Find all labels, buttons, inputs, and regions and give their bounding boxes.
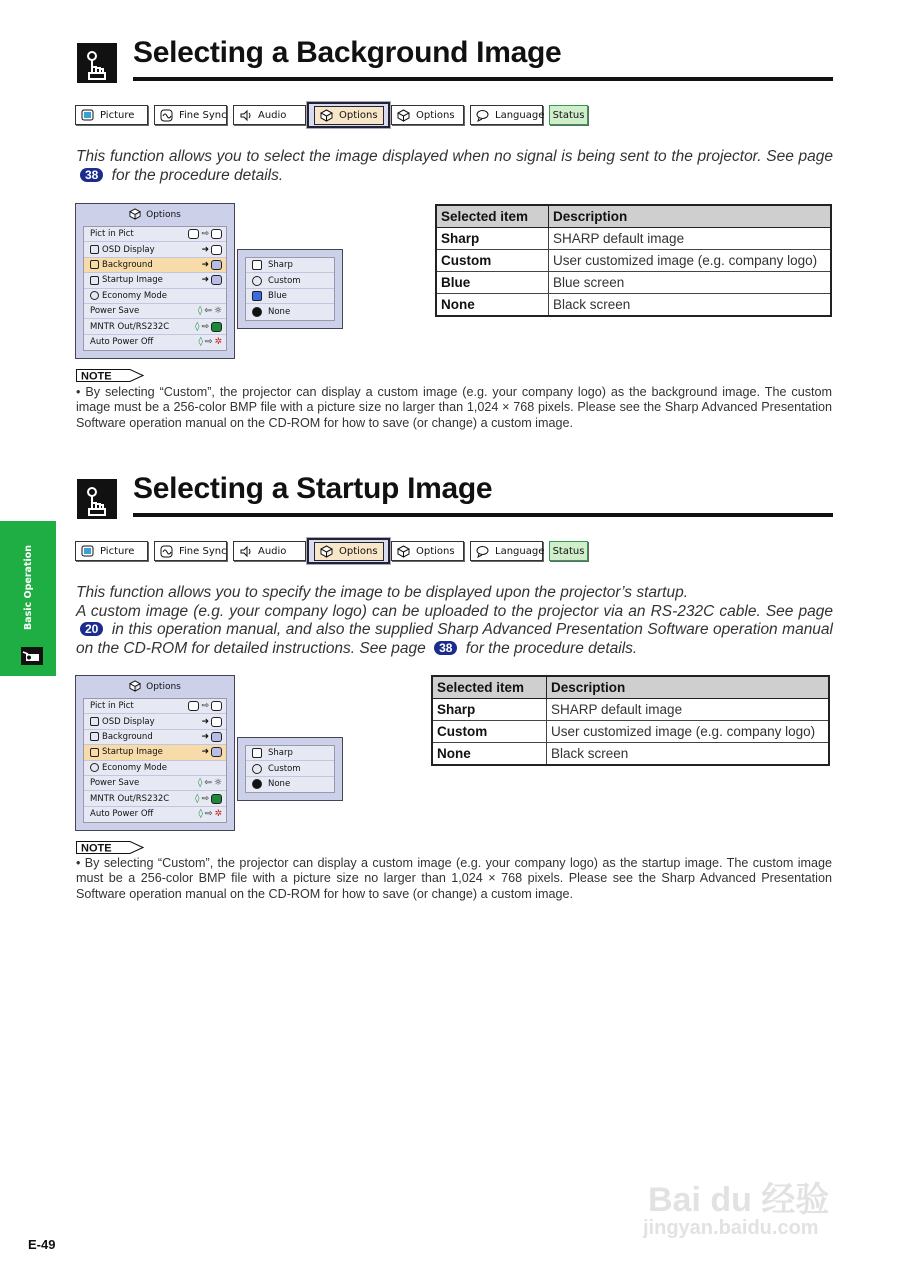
tab-options[interactable]: Options: [391, 105, 464, 125]
title-rule: [133, 77, 833, 81]
options-cube-icon: [320, 109, 333, 122]
submenu-item-custom[interactable]: Custom: [246, 273, 334, 288]
tab-options-active[interactable]: Options: [307, 538, 390, 564]
tab-status[interactable]: Status: [549, 105, 588, 125]
section-intro: This function allows you to select the image displayed when no signal is being sent to the projector. See page 38 for the procedure details.: [76, 148, 833, 184]
tab-fine-sync[interactable]: Fine Sync: [154, 105, 227, 125]
blue-screen-icon: [252, 291, 262, 301]
osd-submenu: [237, 249, 343, 329]
osd-header: Options: [76, 676, 234, 698]
osd-item-economy-mode[interactable]: Economy Mode: [84, 761, 226, 776]
osd-submenu: [237, 737, 343, 801]
osd-item-pict-in-pict[interactable]: Pict in Pict ⇨: [84, 699, 226, 714]
submenu-item-blue[interactable]: Blue: [246, 289, 334, 304]
osd-item-pict-in-pict[interactable]: Pict in Pict ⇨: [84, 227, 226, 242]
page-number: E-49: [28, 1237, 56, 1252]
osd-options-menu: [75, 203, 235, 359]
table-header-row: [436, 205, 831, 228]
speech-bubble-icon: [476, 545, 489, 558]
osd-item-auto-power-off[interactable]: Auto Power Off ◊ ⇨ ✲: [90, 809, 222, 820]
osd-list: [83, 698, 227, 823]
page-reference-badge[interactable]: 38: [434, 641, 457, 655]
osd-options-menu: [75, 675, 235, 831]
sync-icon: [160, 109, 173, 122]
table-header-row: [432, 676, 829, 699]
column-header: Selected item: [436, 205, 549, 228]
submenu-item-sharp[interactable]: Sharp: [246, 746, 334, 761]
options-cube-icon: [320, 545, 333, 558]
custom-icon: [252, 764, 262, 774]
options-table: [431, 675, 830, 766]
osd-item-auto-power-off[interactable]: Auto Power Off ◊ ⇨ ✲: [90, 337, 222, 348]
osd-item-power-save[interactable]: Power Save ◊ ⇦ ☼: [84, 776, 226, 791]
column-header: Selected item: [432, 676, 547, 699]
submenu-item-sharp[interactable]: Sharp: [246, 258, 334, 273]
table-row: Sharp SHARP default image: [432, 699, 829, 721]
osd-item-economy-mode[interactable]: Economy Mode: [84, 289, 226, 304]
table-row: Custom User customized image (e.g. company logo): [432, 721, 829, 743]
osd-item-power-save[interactable]: Power Save ◊ ⇦ ☼: [84, 304, 226, 319]
speech-bubble-icon: [476, 109, 489, 122]
menu-tab-bar: [75, 105, 595, 127]
black-screen-icon: [252, 307, 262, 317]
table-row: Sharp SHARP default image: [436, 228, 831, 250]
table-row: Blue Blue screen: [436, 272, 831, 294]
black-screen-icon: [252, 779, 262, 789]
tab-audio[interactable]: Audio: [233, 105, 306, 125]
submenu-item-custom[interactable]: Custom: [246, 761, 334, 776]
monitor-icon: [81, 109, 94, 122]
osd-item-osd-display[interactable]: OSD Display ➜: [84, 714, 226, 729]
sharp-icon: [252, 748, 262, 758]
osd-item-background[interactable]: Background ➜: [84, 730, 226, 745]
tab-options-active[interactable]: Options: [307, 102, 390, 128]
tab-audio[interactable]: Audio: [233, 541, 306, 561]
note-badge: [76, 369, 144, 382]
page-reference-badge[interactable]: 38: [80, 168, 103, 182]
title-rule: [133, 513, 833, 517]
osd-list: [83, 226, 227, 351]
tab-status[interactable]: Status: [549, 541, 588, 561]
table-row: None Black screen: [436, 294, 831, 317]
note-text: • By selecting “Custom”, the projector can display a custom image (e.g. your company logo) as the startup image. The custom image must be a 256-color BMP file with a picture size no larger than 1,024 × 768 pixels. Please see the Sharp Advanced Presentation Software operation manual on the CD-ROM for how to save (or change) a custom image.: [76, 856, 832, 901]
tab-language[interactable]: Language: [470, 105, 543, 125]
chapter-side-label: Basic Operation: [23, 544, 34, 630]
section-title: Selecting a Background Image: [133, 36, 562, 69]
watermark-url: jingyan.baidu.com: [643, 1217, 819, 1239]
osd-item-startup-image[interactable]: Startup Image ➜: [84, 745, 226, 760]
page-reference-badge[interactable]: 20: [80, 622, 103, 636]
table-row: None Black screen: [432, 743, 829, 766]
osd-item-osd-display[interactable]: OSD Display ➜: [84, 242, 226, 257]
options-cube-icon: [397, 109, 410, 122]
tab-options[interactable]: Options: [391, 541, 464, 561]
speaker-icon: [239, 545, 252, 558]
options-cube-icon: [397, 545, 410, 558]
options-table: [435, 204, 832, 317]
projector-icon: [20, 646, 44, 666]
options-cube-icon: [129, 680, 141, 695]
note-text: • By selecting “Custom”, the projector can display a custom image (e.g. your company logo) as the background image. The custom image must be a 256-color BMP file with a picture size no larger than 1,024 × 768 pixels. Please see the Sharp Advanced Presentation Software operation manual on the CD-ROM for how to save (or change) a custom image.: [76, 385, 832, 430]
submenu-item-none[interactable]: None: [246, 777, 334, 792]
osd-header: Options: [76, 204, 234, 226]
submenu-item-none[interactable]: None: [246, 304, 334, 319]
options-cube-icon: [129, 208, 141, 223]
column-header: Description: [549, 205, 832, 228]
table-row: Custom User customized image (e.g. company logo): [436, 250, 831, 272]
column-header: Description: [547, 676, 830, 699]
osd-item-mntr-out[interactable]: MNTR Out/RS232C ◊ ⇨: [84, 791, 226, 806]
sharp-icon: [252, 260, 262, 270]
tab-picture[interactable]: Picture: [75, 541, 148, 561]
osd-item-startup-image[interactable]: Startup Image ➜: [84, 273, 226, 288]
svg-text:NOTE: NOTE: [81, 370, 112, 382]
tab-picture[interactable]: Picture: [75, 105, 148, 125]
section-title: Selecting a Startup Image: [133, 472, 493, 505]
monitor-icon: [81, 545, 94, 558]
svg-text:NOTE: NOTE: [81, 842, 112, 854]
osd-item-background[interactable]: Background ➜: [84, 258, 226, 273]
note-badge: [76, 841, 144, 854]
osd-item-mntr-out[interactable]: MNTR Out/RS232C ◊ ⇨: [84, 319, 226, 334]
hand-pointer-icon: [77, 43, 117, 83]
tab-language[interactable]: Language: [470, 541, 543, 561]
menu-tab-bar: [75, 541, 595, 563]
watermark-brand: Bai du 经验: [648, 1181, 830, 1219]
tab-fine-sync[interactable]: Fine Sync: [154, 541, 227, 561]
custom-icon: [252, 276, 262, 286]
hand-pointer-icon: [77, 479, 117, 519]
sync-icon: [160, 545, 173, 558]
section-intro: This function allows you to specify the image to be displayed upon the projector’s startup. A custom image (e.g. your company logo) can be uploaded to the projector via an RS-232C cable. See page 20 in this operation manual, and also the supplied Sharp Advanced Presentation Software operation manual on the CD-ROM for detailed instructions. See page 38 for the procedure details.: [76, 584, 833, 657]
speaker-icon: [239, 109, 252, 122]
